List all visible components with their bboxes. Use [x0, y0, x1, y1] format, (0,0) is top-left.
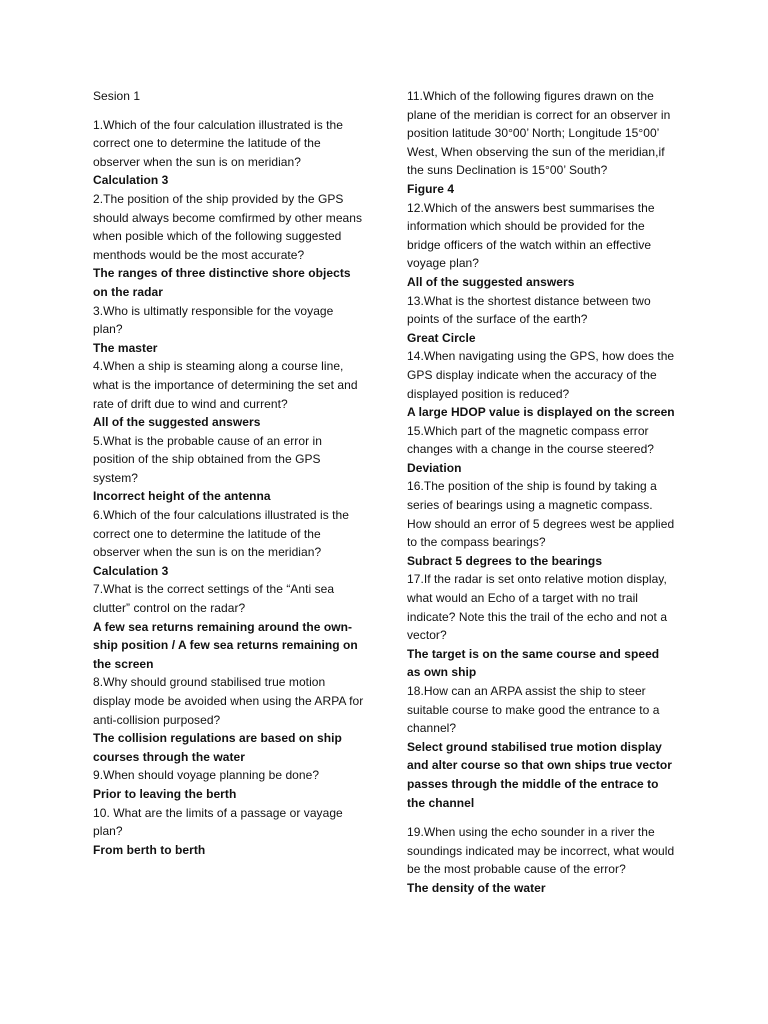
answer-text: Incorrect height of the antenna	[93, 489, 271, 504]
answer-text: A few sea returns remaining around the own-ship position / A few sea returns remaining on the screen	[93, 619, 358, 671]
question-text: 1.Which of the four calculation illustrated is the correct one to determine the latitude of the observer when the sun is on meridian?	[93, 117, 343, 169]
answer-text: Great Circle	[407, 330, 476, 345]
question-text: 16.The position of the ship is found by taking a series of bearings using a magnetic compass. How should an error of 5 degrees west be applied to the compass bearings?	[407, 479, 675, 550]
question-text: 12.Which of the answers best summarises the information which should be provided for the bridge officers of the watch within an effective voyage plan?	[407, 200, 655, 271]
question-text: 7.What is the correct settings of the “Anti sea clutter” control on the radar?	[93, 582, 335, 616]
answer-text: A large HDOP value is displayed on the screen	[407, 405, 675, 420]
answer-text: Deviation	[407, 460, 462, 475]
question-text: 18.How can an ARPA assist the ship to steer suitable course to make good the entrance to a channel?	[407, 684, 660, 736]
question-text: 6.Which of the four calculations illustrated is the correct one to determine the latitude of the observer when the sun is on the meridian?	[93, 508, 350, 560]
question-text: 8.Why should ground stabilised true motion display mode be avoided when using the ARPA for anti-collision purposed?	[93, 675, 364, 727]
answer-text: The density of the water	[407, 880, 546, 895]
answer-text: The target is on the same course and speed as own ship	[407, 646, 660, 680]
question-text: 9.When should voyage planning be done?	[93, 768, 320, 783]
question-text: 14.When navigating using the GPS, how does the GPS display indicate when the accuracy of the displayed position is reduced?	[407, 349, 675, 401]
question-text: 17.If the radar is set onto relative motion display, what would an Echo of a target with no trail indicate? Note this the trail of the echo and not a vector?	[407, 572, 668, 643]
answer-text: Select ground stabilised true motion display and alter course so that own ships true vector passes through the middle of the entrace to the channel	[407, 739, 673, 810]
question-text: 19.When using the echo sounder in a river the soundings indicated may be incorrect, what would be the most probable cause of the error?	[407, 825, 675, 877]
question-text: 4.When a ship is steaming along a course line, what is the importance of determining the set and rate of drift due to wind and current?	[93, 359, 358, 411]
left-column	[93, 87, 365, 859]
right-column	[407, 87, 675, 898]
question-text: 11.Which of the following figures drawn on the plane of the meridian is correct for an observer in position latitude 30°00’ North; Longitude 15°00’ West, When observing the sun of the meridian,if the suns Declination is 15°00’ South?	[407, 89, 671, 178]
answer-text: All of the suggested answers	[93, 415, 261, 430]
answer-text: Calculation 3	[93, 173, 169, 188]
answer-text: All of the suggested answers	[407, 274, 575, 289]
answer-text: Figure 4	[407, 181, 455, 196]
answer-text: The collision regulations are based on ship courses through the water	[93, 731, 342, 764]
answer-text: From berth to berth	[93, 842, 206, 857]
answer-text: The master	[93, 340, 158, 355]
answer-text: The ranges of three distinctive shore objects on the radar	[93, 266, 351, 299]
question-text: 13.What is the shortest distance between two points of the surface of the earth?	[407, 293, 651, 327]
question-text: 5.What is the probable cause of an error in position of the ship obtained from the GPS system?	[93, 433, 322, 485]
answer-text: Prior to leaving the berth	[93, 786, 237, 801]
question-text: 2.The position of the ship provided by the GPS should always become comfirmed by other means when posible which of the following suggested menthods would be the most accurate?	[93, 191, 363, 262]
session-title: Sesion 1	[93, 89, 141, 103]
answer-text: Calculation 3	[93, 563, 169, 578]
question-text: 15.Which part of the magnetic compass error changes with a change in the course steered?	[407, 423, 655, 457]
question-text: 3.Who is ultimatly responsible for the voyage plan?	[93, 303, 334, 337]
answer-text: Subract 5 degrees to the bearings	[407, 553, 603, 568]
question-text: 10. What are the limits of a passage or vayage plan?	[93, 805, 343, 839]
paragraph-gap	[407, 812, 675, 823]
